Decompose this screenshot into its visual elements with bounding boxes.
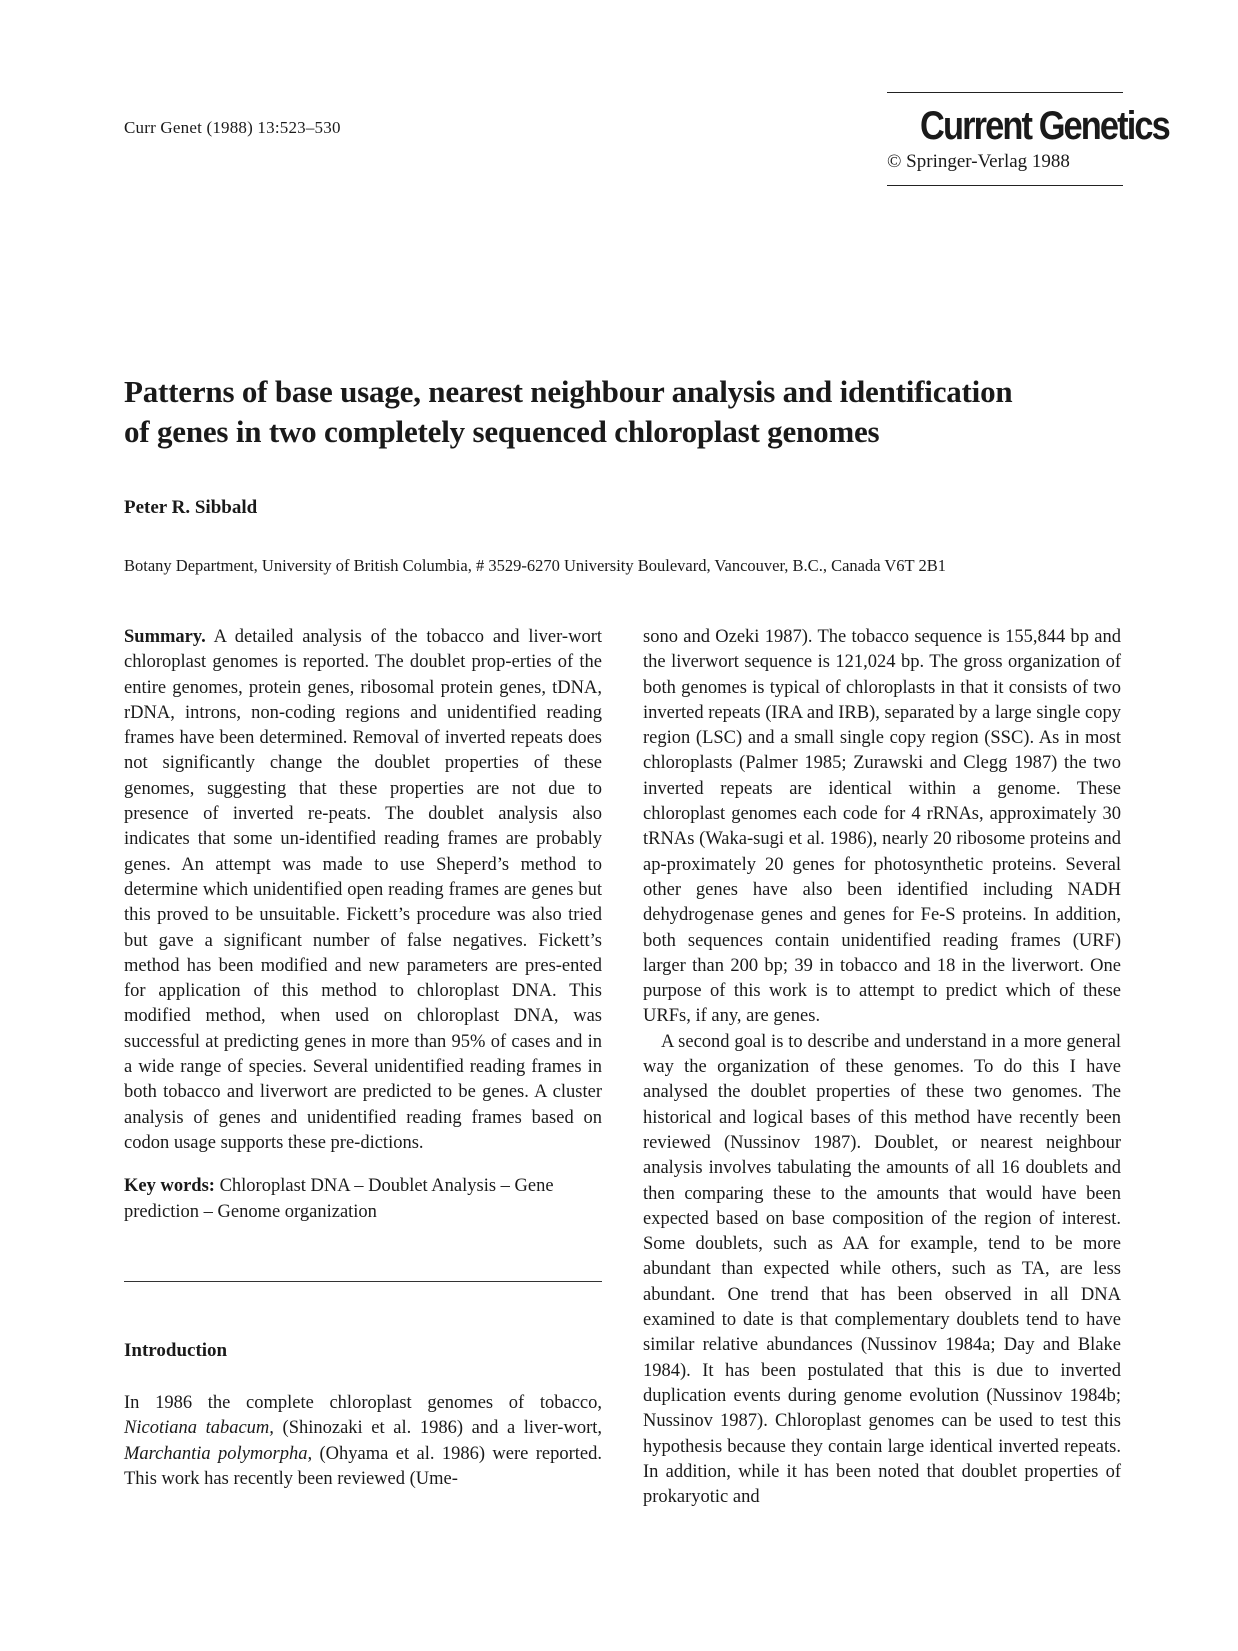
introduction-heading: Introduction bbox=[124, 1339, 228, 1361]
right-paragraph-1: sono and Ozeki 1987). The tobacco sequence is 155,844 bp and the liverwort sequence is 121,024 bp. The gross organization of both genomes is typical of chloroplasts in that it consists of two inverted repeats (IRA and IRB), separated by a large single copy region (LSC) and a small single copy region (SSC). As in most chloroplasts (Palmer 1985; Zurawski and Clegg 1987) the two inverted repeats are identical within a genome. These chloroplast genomes each code for 4 rRNAs, approximately 30 tRNAs (Waka-sugi et al. 1986), nearly 20 ribosome proteins and ap-proximately 20 genes for photosynthetic proteins. Several other genes have also been identified including NADH dehydrogenase genes and genes for Fe-S proteins. In addition, both sequences contain unidentified reading frames (URF) larger than 200 bp; 39 in tobacco and 18 in the liverwort. One purpose of this work is to attempt to predict which of these URFs, if any, are genes. bbox=[643, 627, 1121, 1027]
keywords-text: Chloroplast DNA – Doublet Analysis – Gene prediction – Genome organization bbox=[124, 1176, 554, 1222]
author: Peter R. Sibbald bbox=[124, 497, 258, 518]
title-line-1: Patterns of base usage, nearest neighbour analysis and identification bbox=[124, 374, 1013, 409]
masthead-rule-top bbox=[887, 92, 1123, 93]
left-column bbox=[124, 625, 602, 1492]
article-title bbox=[124, 372, 1104, 452]
keywords-label: Key words: bbox=[124, 1176, 215, 1197]
journal-masthead bbox=[887, 92, 1169, 186]
right-column bbox=[643, 625, 1121, 1510]
intro-species-tobacco: Nicotiana tabacum, bbox=[124, 1418, 274, 1439]
right-paragraph-2: A second goal is to describe and understand in a more general way the organization of these genomes. To do this I have analysed the doublet properties of these two genomes. The historical and logical bases of this method have recently been reviewed (Nussinov 1987). Doublet, or nearest neighbour analysis involves tabulating the amounts of all 16 doublets and then comparing these to the amounts that would have been expected based on base composition of the region of interest. Some doublets, such as AA for example, tend to be more abundant than expected while others, such as TA, are less abundant. One trend that has been observed in all DNA examined to date is that complementary doublets tend to have similar relative abundances (Nussinov 1984a; Day and Blake 1984). It has been postulated that this is due to inverted duplication events during genome evolution (Nussinov 1984b; Nussinov 1987). Chloroplast genomes can be used to test this hypothesis because they contain large identical inverted repeats. In addition, while it has been noted that doublet properties of prokaryotic and bbox=[643, 1031, 1121, 1508]
introduction-paragraph bbox=[124, 1391, 602, 1492]
summary-paragraph bbox=[124, 625, 602, 1156]
intro-species-liverwort: Marchantia polymorpha, bbox=[124, 1443, 313, 1464]
journal-name: Current Genetics bbox=[920, 104, 1169, 148]
title-line-2: of genes in two completely sequenced chloroplast genomes bbox=[124, 414, 880, 449]
citation: Curr Genet (1988) 13:523–530 bbox=[124, 118, 341, 137]
affiliation: Botany Department, University of British Columbia, # 3529-6270 University Boulevard, Vancouver, B.C., Canada V6T 2B1 bbox=[124, 556, 946, 575]
masthead-rule-bottom bbox=[887, 185, 1123, 186]
copyright-notice: © Springer-Verlag 1988 bbox=[887, 151, 1070, 172]
summary-label: Summary. bbox=[124, 627, 206, 647]
intro-text-c: (Ohyama et al. 1986) were reported. This work has recently been reviewed (Ume- bbox=[124, 1443, 603, 1490]
section-divider bbox=[124, 1281, 602, 1282]
intro-text-a: In 1986 the complete chloroplast genomes of tobacco, bbox=[124, 1393, 602, 1414]
summary-text: A detailed analysis of the tobacco and liver-wort chloroplast genomes is reported. The doublet prop-erties of the entire genomes, protein genes, ribosomal protein genes, tDNA, rDNA, introns, non-coding regions and unidentified reading frames have been determined. Removal of inverted repeats does not significantly change the doublet properties of these genomes, suggesting that these properties are not due to presence of inverted re-peats. The doublet analysis also indicates that some un-identified reading frames are probably genes. An attempt was made to use Sheperd’s method to determine which unidentified open reading frames are genes but this proved to be unsuitable. Fickett’s procedure was also tried but gave a significant number of false negatives. Fickett’s method has been modified and new parameters are pres-ented for application of this method to chloroplast DNA. This modified method, when used on chloroplast DNA, was successful at predicting genes in more than 95% of cases and in a wide range of species. Several unidentified reading frames in both tobacco and liverwort are predicted to be genes. A cluster analysis of genes and unidentified reading frames based on codon usage supports these pre-dictions. bbox=[124, 627, 603, 1153]
intro-text-b: (Shinozaki et al. 1986) and a liver-wort, bbox=[282, 1418, 603, 1439]
keywords-paragraph bbox=[124, 1174, 602, 1225]
